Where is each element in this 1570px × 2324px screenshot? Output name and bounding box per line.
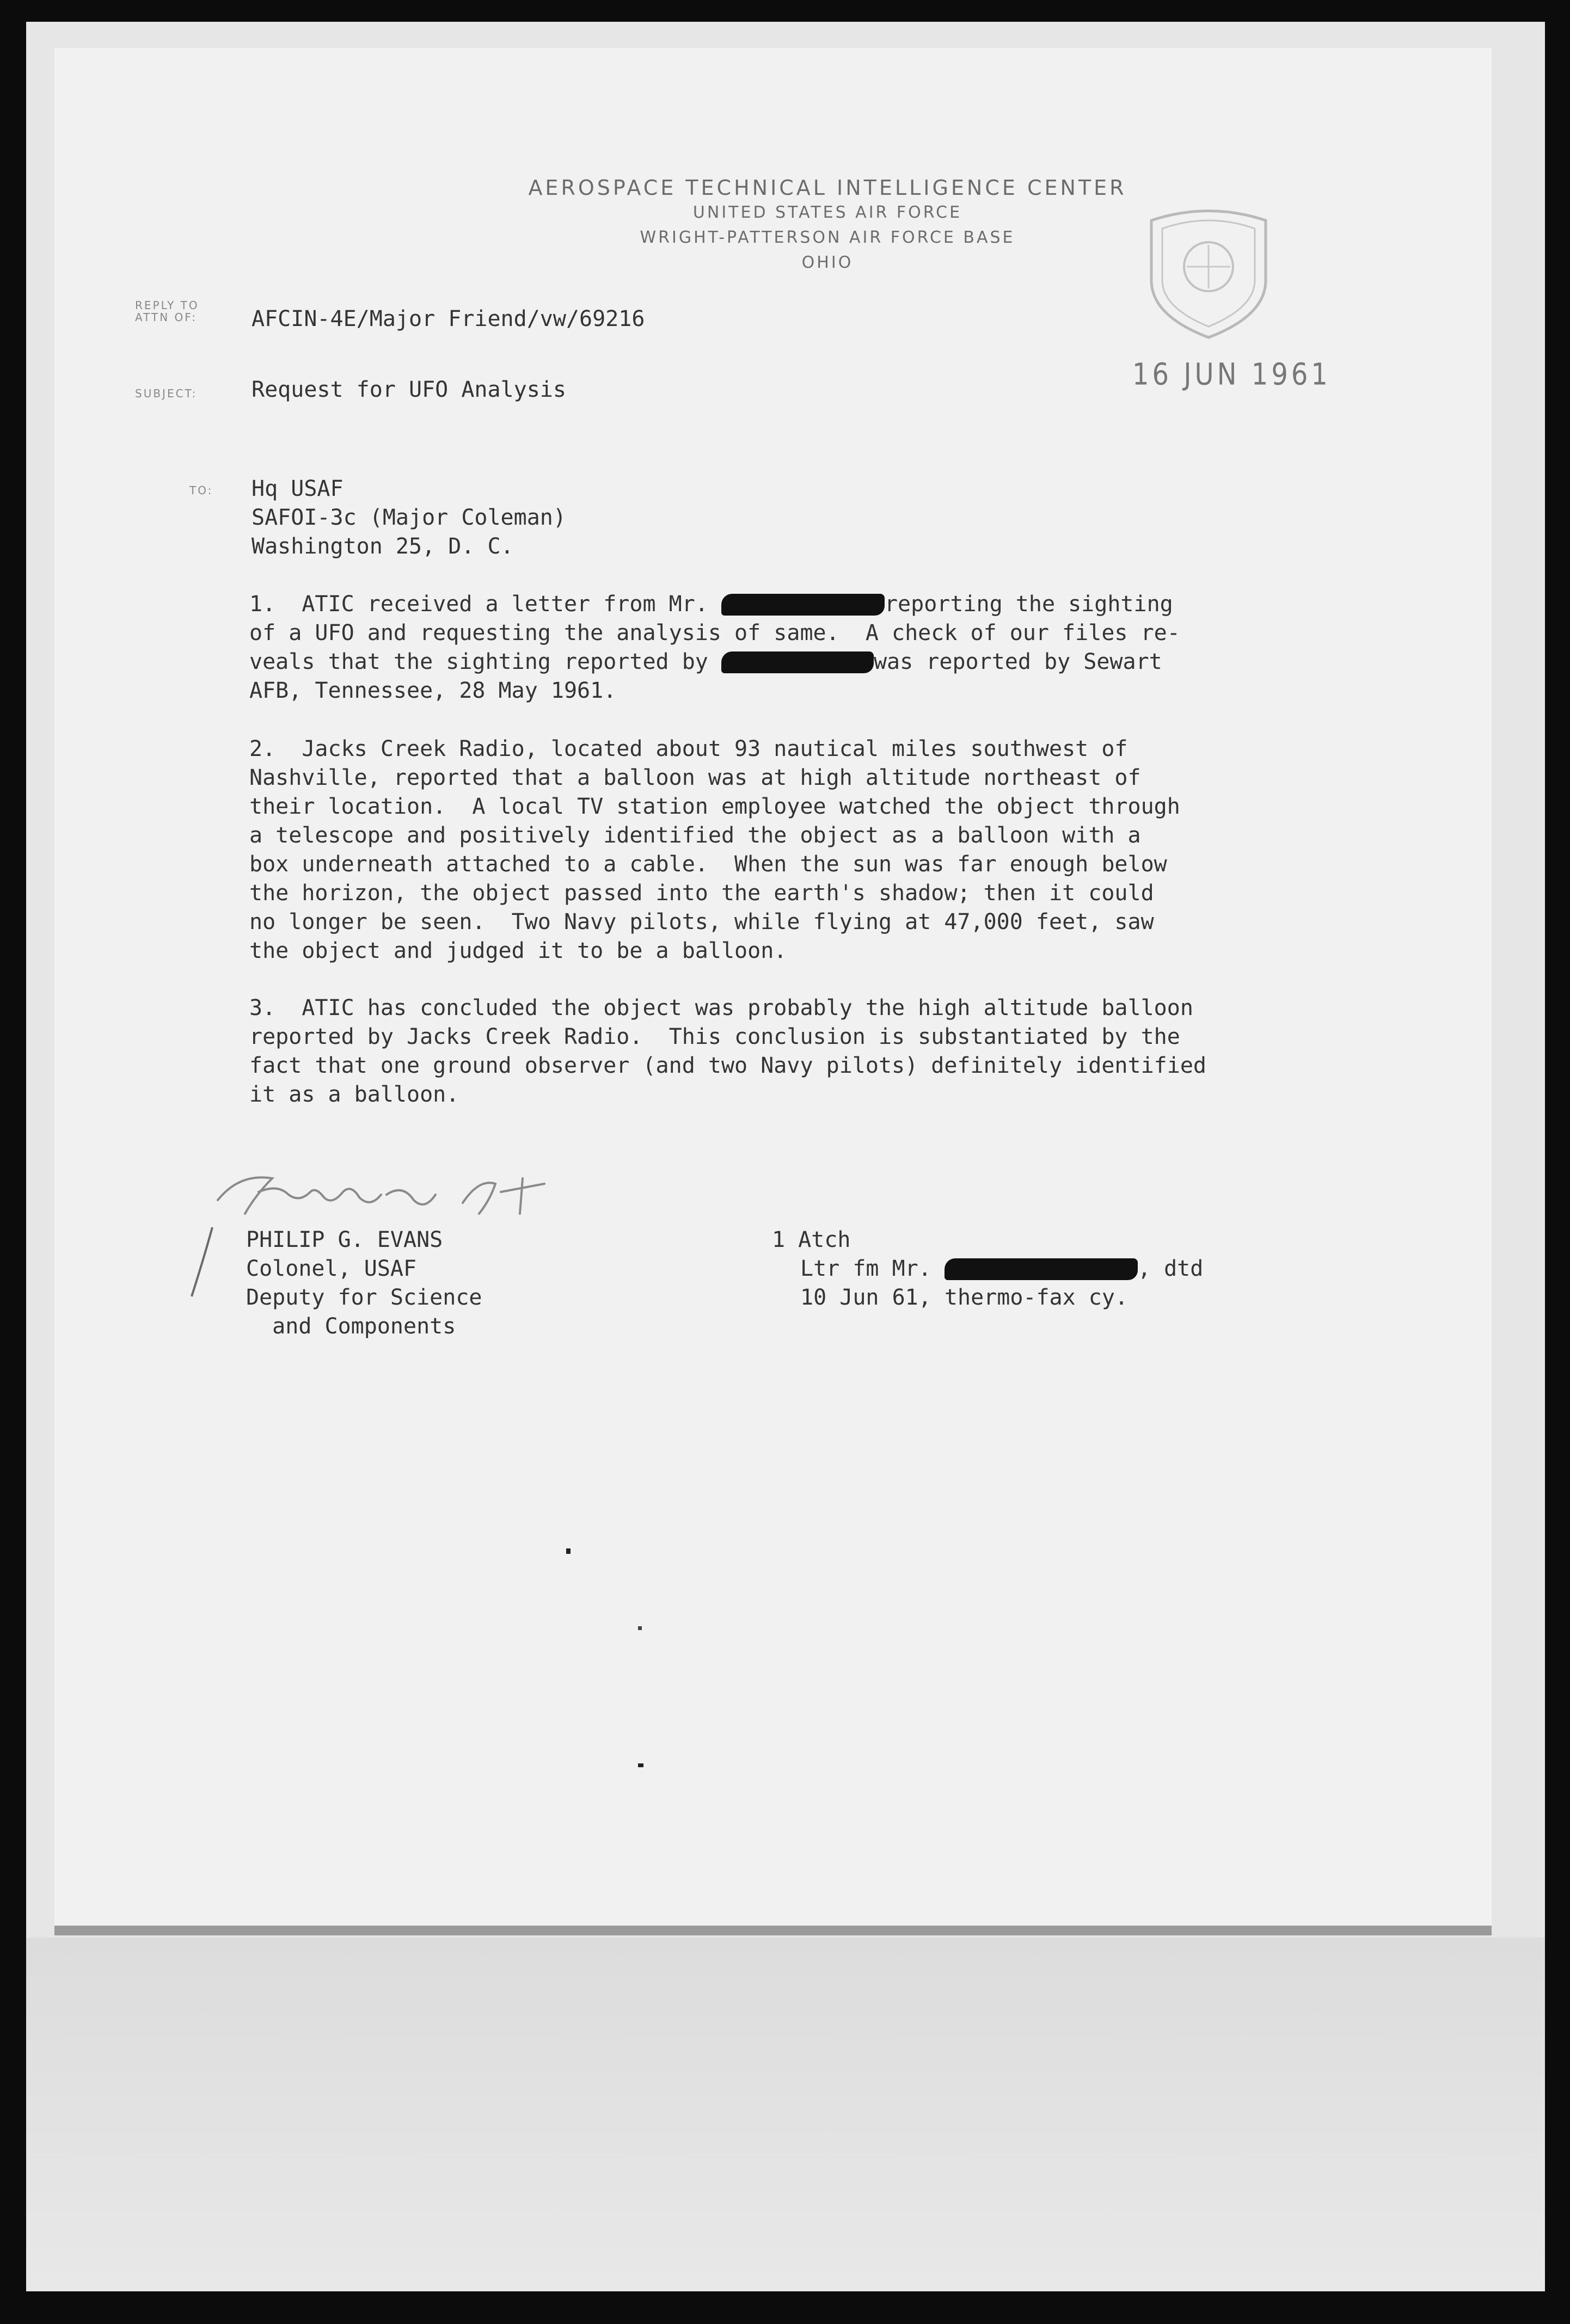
p2-line: their location. A local TV station employee watched the object through [249, 794, 1180, 819]
speck [638, 1763, 643, 1767]
signature-block [246, 1226, 482, 1341]
attachment-count: 1 Atch [772, 1227, 851, 1252]
paragraph-3 [249, 994, 1338, 1109]
p3-line: reported by Jacks Creek Radio. This conclusion is substantiated by the [249, 1024, 1180, 1049]
reply-reference: AFCIN-4E/Major Friend/vw/69216 [252, 306, 645, 331]
p2-line: a telescope and positively identified the object as a balloon with a [249, 823, 1141, 848]
p2-line: 2. Jacks Creek Radio, located about 93 nautical miles southwest of [249, 736, 1128, 761]
p2-line: no longer be seen. Two Navy pilots, while flying at 47,000 feet, saw [249, 909, 1154, 934]
letterhead [457, 175, 1198, 275]
reply-to-label-line2: ATTN OF: [135, 311, 197, 324]
paragraph-1 [249, 590, 1338, 705]
p3-line: 3. ATIC has concluded the object was probably the high altitude balloon [249, 995, 1193, 1020]
attachment-line2-start: Ltr fm Mr. [800, 1256, 945, 1281]
paragraph-2 [249, 735, 1338, 966]
reply-to-label [135, 299, 199, 323]
date-stamp: 16 JUN 1961 [1132, 356, 1331, 392]
to-address [252, 475, 566, 561]
signer-title: Deputy for Science [246, 1285, 482, 1310]
reply-to-label-line1: REPLY TO [135, 299, 199, 312]
p2-line: Nashville, reported that a balloon was at high altitude northeast of [249, 765, 1141, 790]
p3-line: it as a balloon. [249, 1082, 459, 1107]
film-margin [26, 1938, 1545, 2291]
to-line-1: Hq USAF [252, 476, 344, 501]
letterhead-base: WRIGHT-PATTERSON AIR FORCE BASE [640, 228, 1015, 247]
p1-line2: of a UFO and requesting the analysis of same. A check of our files re- [249, 620, 1180, 645]
air-force-seal-icon [1130, 199, 1287, 343]
p2-line: the horizon, the object passed into the earth's shadow; then it could [249, 881, 1154, 906]
signer-name: PHILIP G. EVANS [246, 1227, 443, 1252]
letterhead-state: OHIO [801, 253, 854, 272]
p1-line3-start: veals that the sighting reported by [249, 649, 721, 674]
letterhead-org: AEROSPACE TECHNICAL INTELLIGENCE CENTER [528, 176, 1127, 200]
signer-rank: Colonel, USAF [246, 1256, 417, 1281]
redaction-bar [945, 1258, 1138, 1280]
handwritten-signature [207, 1162, 577, 1222]
p2-line: box underneath attached to a cable. When the sun was far enough below [249, 852, 1167, 877]
attachment-line2-end: , dtd [1137, 1256, 1204, 1281]
attachment-block [772, 1226, 1203, 1312]
subject-label: SUBJECT: [135, 387, 198, 400]
to-label: TO: [189, 484, 213, 497]
ink-mark [185, 1225, 218, 1301]
to-line-3: Washington 25, D. C. [252, 534, 514, 559]
p2-line: the object and judged it to be a balloon. [249, 938, 787, 963]
letterhead-service: UNITED STATES AIR FORCE [692, 203, 962, 222]
p3-line: fact that one ground observer (and two Navy pilots) definitely identified [249, 1053, 1206, 1078]
to-line-2: SAFOI-3c (Major Coleman) [252, 505, 566, 530]
redaction-bar [721, 594, 885, 616]
attachment-line3: 10 Jun 61, thermo-fax cy. [800, 1285, 1129, 1310]
speck [638, 1626, 642, 1630]
p1-line4: AFB, Tennessee, 28 May 1961. [249, 678, 617, 703]
signer-title-cont: and Components [246, 1314, 456, 1339]
p1-line3-end: was reported by Sewart [873, 649, 1162, 674]
p1-line1-start: 1. ATIC received a letter from Mr. [249, 592, 721, 617]
subject-value: Request for UFO Analysis [252, 377, 566, 402]
speck [566, 1548, 571, 1554]
redaction-bar [721, 651, 874, 673]
p1-line1-end: reporting the sighting [884, 592, 1173, 617]
